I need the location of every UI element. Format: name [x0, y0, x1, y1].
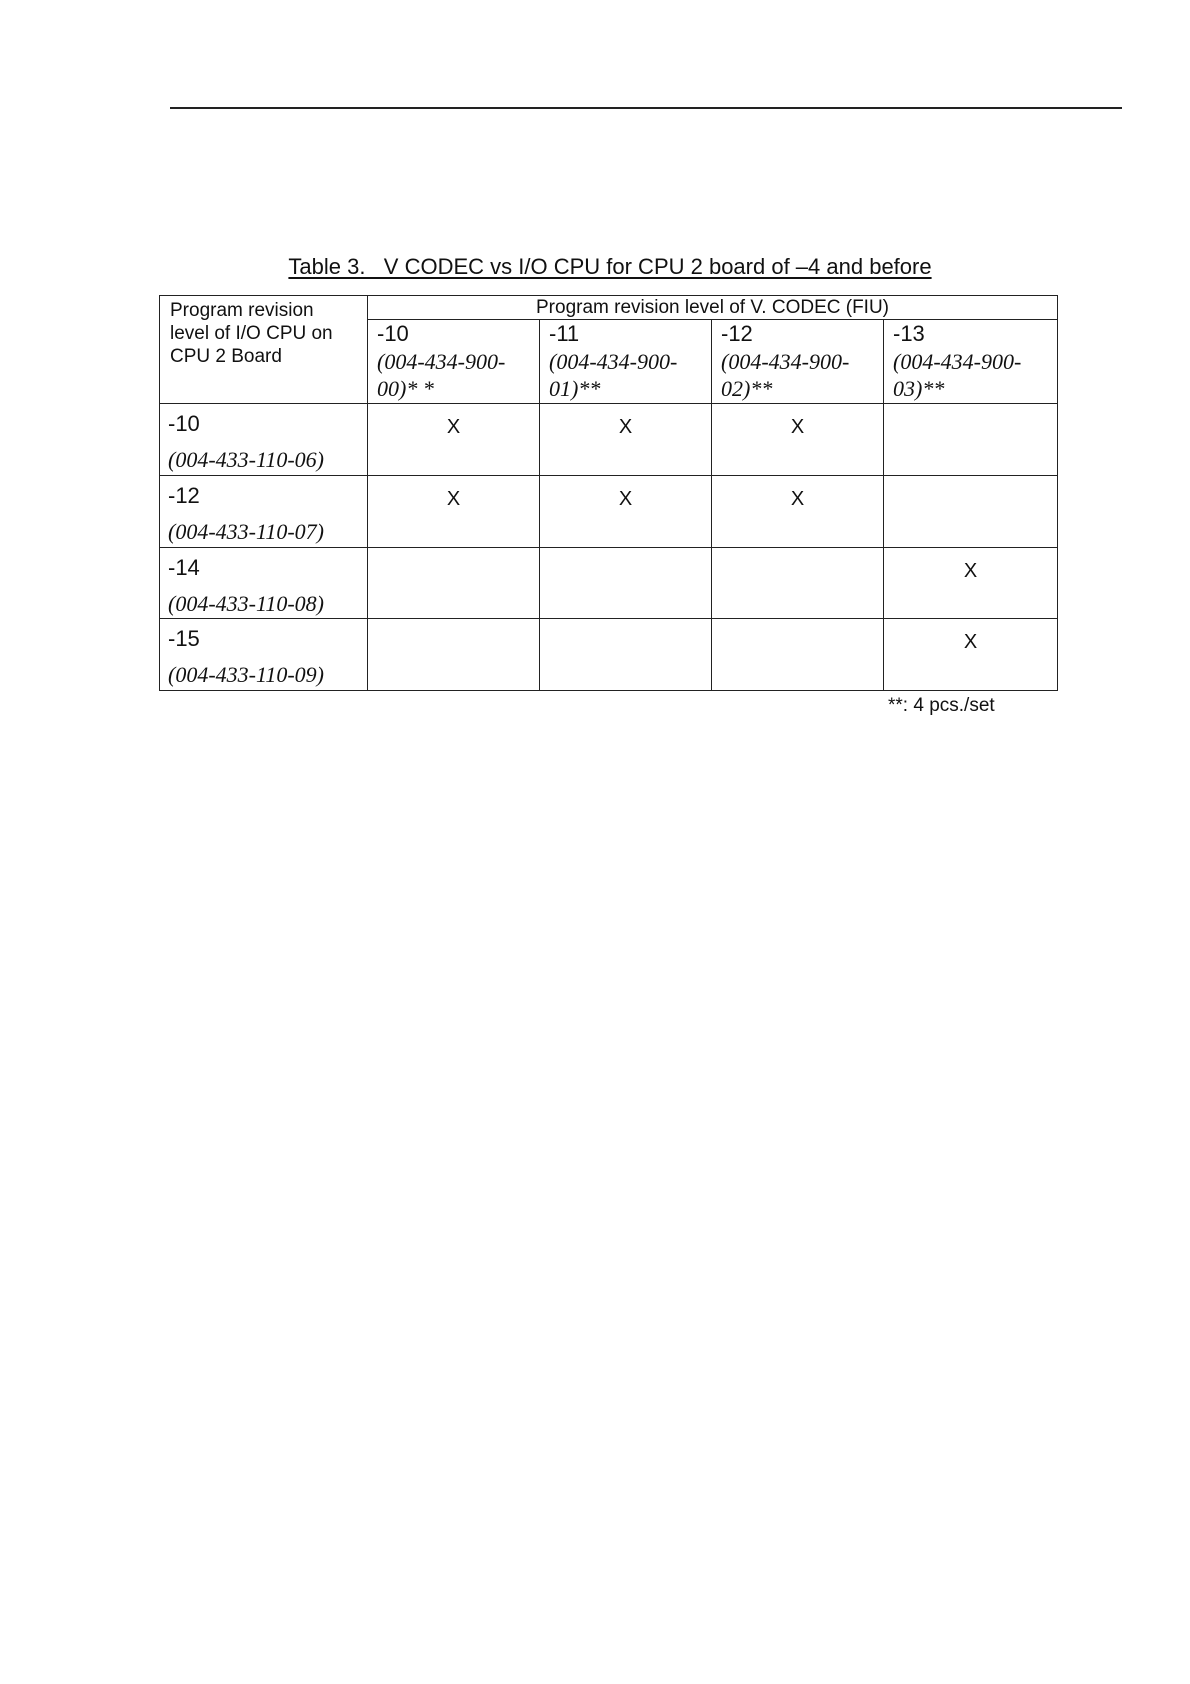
column-header	[540, 320, 712, 404]
column-part-number: (004-434-900-01)**	[549, 349, 678, 402]
compat-cell: X	[368, 404, 540, 476]
compat-cell	[368, 619, 540, 691]
column-revision: -13	[893, 321, 925, 347]
row-part-number: (004-433-110-06)	[168, 447, 324, 473]
header-rule	[170, 107, 1122, 109]
codec-group-header: Program revision level of V. CODEC (FIU)	[368, 296, 1058, 320]
row-header	[160, 547, 368, 619]
corner-header	[160, 296, 368, 404]
column-header	[884, 320, 1058, 404]
compat-cell: X	[884, 547, 1058, 619]
compat-cell: X	[540, 475, 712, 547]
compat-cell: X	[884, 619, 1058, 691]
compat-cell	[884, 404, 1058, 476]
row-revision: -10	[168, 411, 200, 437]
column-part-number: (004-434-900-03)**	[893, 349, 1022, 402]
row-part-number: (004-433-110-07)	[168, 518, 324, 544]
compatibility-table	[159, 295, 1058, 691]
corner-header-line: Program revision	[170, 300, 314, 321]
row-revision: -15	[168, 626, 200, 652]
compat-cell	[540, 619, 712, 691]
column-header	[712, 320, 884, 404]
compat-cell: X	[540, 404, 712, 476]
column-header	[368, 320, 540, 404]
compat-cell: X	[712, 404, 884, 476]
row-header	[160, 619, 368, 691]
compat-cell	[712, 619, 884, 691]
table-title: Table 3. V CODEC vs I/O CPU for CPU 2 board of –4 and before	[288, 254, 932, 279]
column-revision: -10	[377, 321, 409, 347]
compat-cell: X	[368, 475, 540, 547]
column-revision: -11	[549, 321, 580, 347]
column-part-number: (004-434-900-02)**	[721, 349, 850, 402]
footnote: **: 4 pcs./set	[888, 695, 995, 716]
corner-header-line: level of I/O CPU on	[170, 323, 333, 344]
column-revision: -12	[721, 321, 753, 347]
table-row	[160, 475, 1058, 547]
row-header	[160, 404, 368, 476]
column-part-number: (004-434-900-00)* *	[377, 349, 506, 402]
corner-header-line: CPU 2 Board	[170, 346, 282, 367]
row-revision: -14	[168, 554, 200, 580]
table-row	[160, 547, 1058, 619]
compat-cell: X	[712, 475, 884, 547]
table-row	[160, 404, 1058, 476]
compat-cell	[368, 547, 540, 619]
row-revision: -12	[168, 482, 200, 508]
compat-cell	[884, 475, 1058, 547]
row-header	[160, 475, 368, 547]
row-part-number: (004-433-110-08)	[168, 590, 324, 616]
row-part-number: (004-433-110-09)	[168, 662, 324, 688]
compat-cell	[540, 547, 712, 619]
table-row	[160, 619, 1058, 691]
compat-cell	[712, 547, 884, 619]
